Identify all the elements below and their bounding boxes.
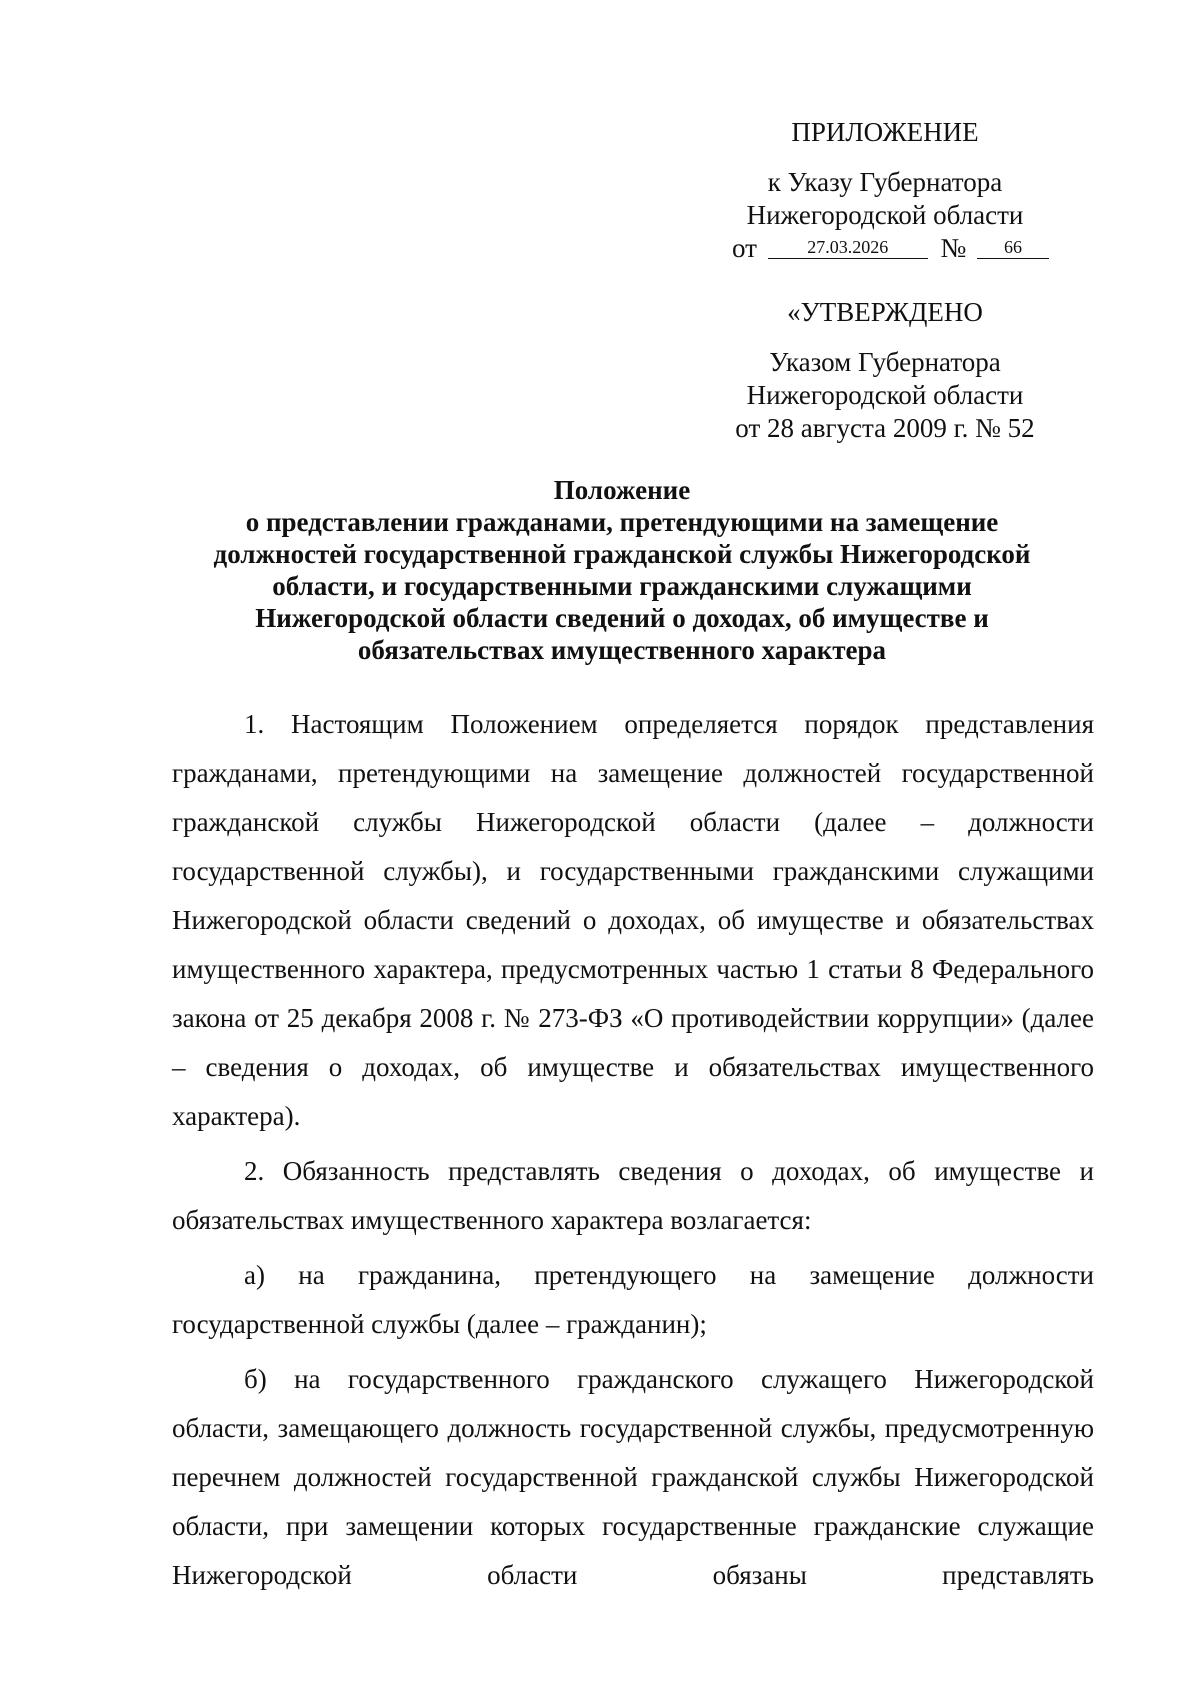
appendix-header — [720, 116, 1050, 265]
document-body — [172, 700, 1094, 1606]
title-line: о представлении гражданами, претендующими на замещение — [245, 507, 999, 537]
approved-line-region: Нижегородской области — [746, 380, 1024, 410]
title-line: обязательствах имущественного характера — [357, 635, 887, 665]
approved-title: «УТВЕРЖДЕНО — [787, 297, 983, 327]
appendix-line-decree: к Указу Губернатора — [767, 167, 1003, 197]
appendix-line-region: Нижегородской области — [746, 200, 1024, 230]
approved-line-date: от 28 августа 2009 г. № 52 — [735, 413, 1035, 443]
decree-date-field: 27.03.2026 — [768, 236, 928, 259]
document-title — [172, 474, 1072, 666]
number-sign: № — [940, 233, 967, 263]
decree-number-field: 66 — [977, 236, 1049, 259]
paragraph-2b: б) на государственного гражданского служащего Нижегородской области, замещающего должность государственной службы, предусмотренную перечнем должностей государственной гражданской службы Нижегородской области, при замещении которых государственные гражданские служащие Нижегородской области обязаны представлять — [172, 1364, 1094, 1590]
approved-header — [720, 296, 1050, 445]
title-line: должностей государственной гражданской службы Нижегородской — [213, 539, 1031, 569]
title-line: области, и государственными гражданскими служащими — [272, 571, 972, 601]
paragraph-2: 2. Обязанность представлять сведения о доходах, об имуществе и обязательствах имущественного характера возлагается: — [172, 1156, 1094, 1235]
appendix-title: ПРИЛОЖЕНИЕ — [791, 117, 979, 147]
paragraph-2a: а) на гражданина, претендующего на замещение должности государственной службы (далее – гражданин); — [172, 1260, 1094, 1339]
paragraph-1: 1. Настоящим Положением определяется порядок представления гражданами, претендующими на замещение должностей государственной гражданской службы Нижегородской области (далее – должности государственной службы), и государственными гражданскими служащими Нижегородской области сведений о доходах, об имуществе и обязательствах имущественного характера, предусмотренных частью 1 статьи 8 Федерального закона от 25 декабря 2008 г. № 273-ФЗ «О противодействии коррупции» (далее – сведения о доходах, об имуществе и обязательствах имущественного характера). — [172, 709, 1094, 1131]
title-line: Положение — [553, 475, 691, 505]
date-prefix: от — [732, 233, 757, 263]
approved-line-decree: Указом Губернатора — [769, 347, 1001, 377]
title-line: Нижегородской области сведений о доходах, об имуществе и — [255, 603, 989, 633]
appendix-date-line — [720, 232, 1050, 265]
